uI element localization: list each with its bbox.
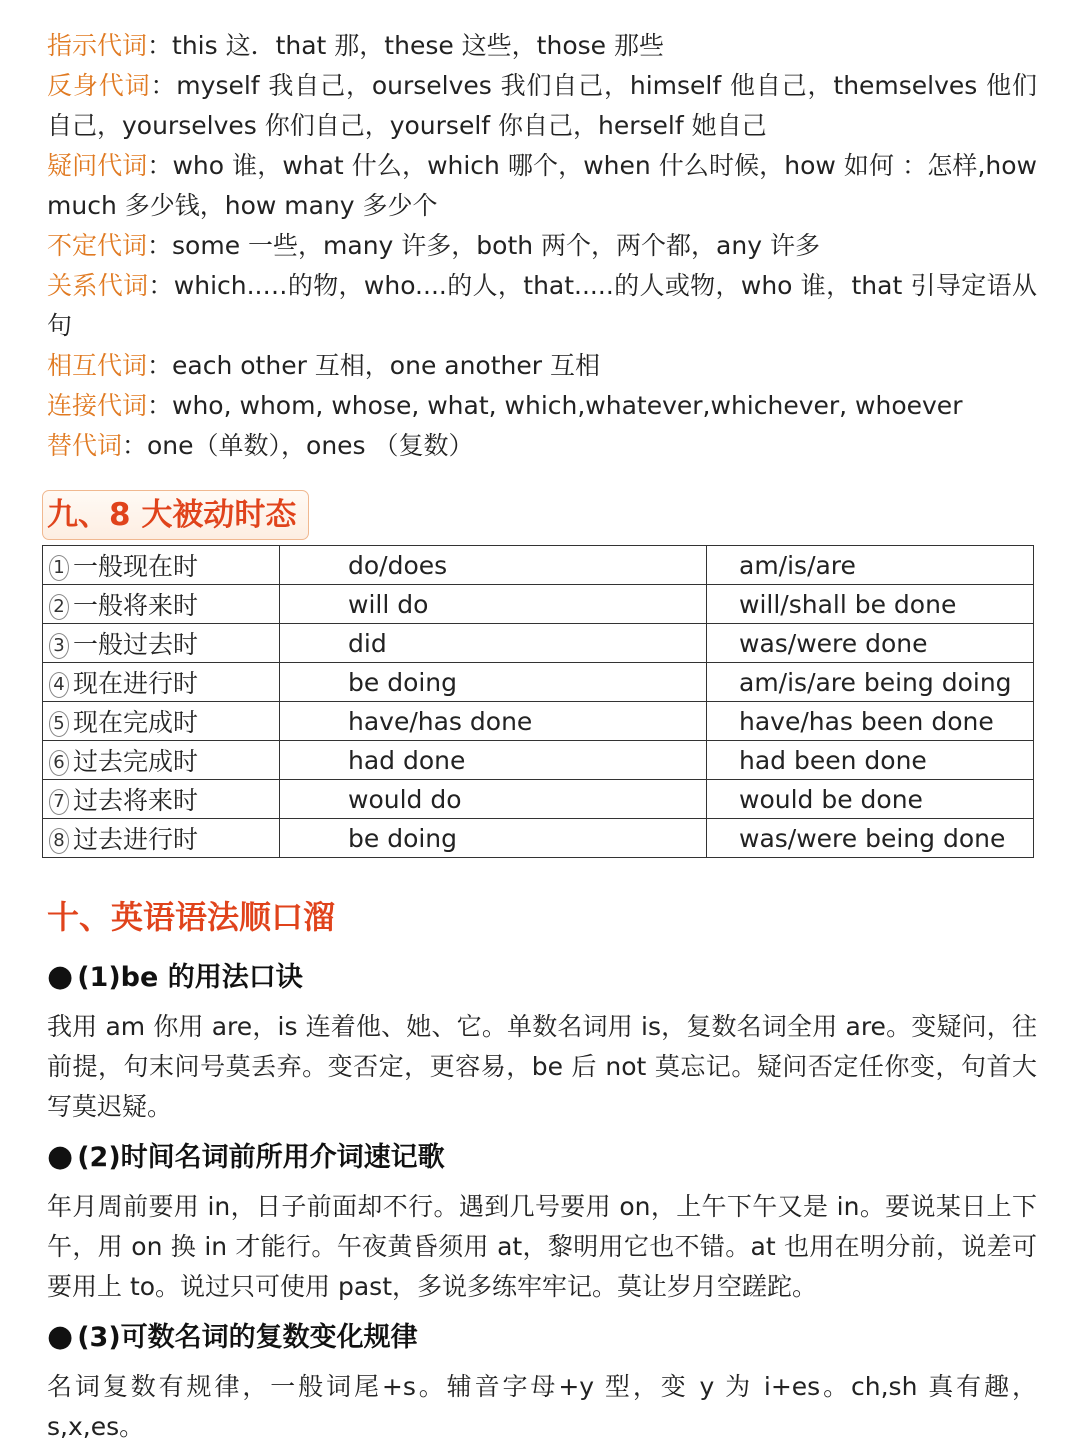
tense-name-cell — [43, 546, 280, 585]
section-9-heading: 九、8 大被动时态 — [42, 490, 309, 540]
passive-form: am/is/are being doing — [707, 663, 1034, 702]
table-row — [43, 702, 1034, 741]
subheading-text: (3)可数名词的复数变化规律 — [77, 1322, 418, 1353]
table-row — [43, 624, 1034, 663]
row-number: 7 — [49, 789, 69, 815]
active-form: will do — [280, 585, 707, 624]
paragraph-plural-rules: 名词复数有规律，一般词尾+s。辅音字母+y 型，变 y 为 i+es。ch,sh 真有趣，s,x,es。 — [47, 1372, 1037, 1441]
paragraph-time-prepositions: 年月周前要用 in，日子前面却不行。遇到几号要用 on，上午下午又是 in。要说某日上下午，用 on 换 in 才能行。午夜黄昏须用 at，黎明用它也不错。at 也用在明分前，说差可要用上 to。说过只可使用 past，多说多练牢牢记。莫让岁月空蹉跎。 — [47, 1192, 1037, 1301]
active-form: did — [280, 624, 707, 663]
table-row — [43, 780, 1034, 819]
pronoun-text: ：some 一些，many 许多，both 两个，两个都，any 许多 — [147, 231, 820, 260]
tense-name: 过去将来时 — [73, 786, 199, 815]
active-form: be doing — [280, 663, 707, 702]
pronoun-relative — [47, 266, 1037, 346]
pronoun-label: 关系代词 — [47, 271, 149, 300]
subheading-plural-rules — [47, 1317, 418, 1358]
passive-form: was/were done — [707, 624, 1034, 663]
tense-name: 过去完成时 — [73, 747, 199, 776]
active-form: do/does — [280, 546, 707, 585]
row-number: 4 — [49, 672, 69, 698]
pronoun-reciprocal — [47, 346, 1037, 386]
pronoun-text: ：one（单数），ones （复数） — [122, 431, 474, 460]
pronoun-text: ：who 谁，what 什么，which 哪个，when 什么时候，how 如何 ：怎样,how much 多少钱，how many 多少个 — [47, 151, 1037, 220]
bullet-icon: ● — [47, 1319, 74, 1354]
row-number: 1 — [49, 555, 69, 581]
pronoun-text: ：which..…的物，who....的人，that.....的人或物，who 谁，that 引导定语从句 — [47, 271, 1037, 340]
table-row — [43, 546, 1034, 585]
pronoun-text: ：myself 我自己，ourselves 我们自己，himself 他自己，themselves 他们自己，yourselves 你们自己，yourself 你自己，herself 她自己 — [47, 71, 1037, 140]
bullet-icon: ● — [47, 959, 74, 994]
passive-form: am/is/are — [707, 546, 1034, 585]
subheading-time-prepositions — [47, 1137, 445, 1178]
pronoun-substitute — [47, 426, 1037, 466]
active-form: had done — [280, 741, 707, 780]
pronoun-label: 反身代词 — [47, 71, 151, 100]
pronoun-text: ：this 这．that 那，these 这些，those 那些 — [147, 31, 664, 60]
pronoun-interrogative — [47, 146, 1037, 226]
tense-name: 过去进行时 — [73, 825, 199, 854]
tense-name-cell — [43, 624, 280, 663]
pronoun-indefinite — [47, 226, 1037, 266]
tense-name-cell — [43, 741, 280, 780]
subheading-be-usage — [47, 957, 303, 998]
pronoun-label: 疑问代词 — [47, 151, 148, 180]
pronoun-demonstrative — [47, 26, 1037, 66]
row-number: 8 — [49, 828, 69, 854]
table-row — [43, 741, 1034, 780]
subheading-text: (2)时间名词前所用介词速记歌 — [77, 1142, 445, 1173]
section-10-heading: 十、英语语法顺口溜 — [47, 898, 336, 936]
paragraph-be-usage: 我用 am 你用 are，is 连着他、她、它。单数名词用 is，复数名词全用 are。变疑问，往前提，句末问号莫丢弃。变否定，更容易，be 后 not 莫忘记。疑问否定任你变，句首大写莫迟疑。 — [47, 1012, 1037, 1121]
tense-name-cell — [43, 585, 280, 624]
pronoun-label: 连接代词 — [47, 391, 148, 420]
tense-name-cell — [43, 819, 280, 858]
passive-form: had been done — [707, 741, 1034, 780]
bullet-icon: ● — [47, 1139, 74, 1174]
table-row — [43, 819, 1034, 858]
pronoun-label: 不定代词 — [47, 231, 148, 260]
active-form: be doing — [280, 819, 707, 858]
pronoun-reflexive — [47, 66, 1037, 146]
tense-name-cell — [43, 780, 280, 819]
pronoun-label: 指示代词 — [47, 31, 148, 60]
pronoun-text: ：each other 互相，one another 互相 — [147, 351, 600, 380]
pronoun-conjunctive — [47, 386, 1037, 426]
pronoun-label: 替代词 — [47, 431, 123, 460]
pronoun-text: ：who, whom, whose, what, which,whatever,whichever, whoever — [147, 391, 963, 420]
subheading-text: (1)be 的用法口诀 — [77, 962, 303, 993]
table-row — [43, 663, 1034, 702]
row-number: 5 — [49, 711, 69, 737]
pronoun-label: 相互代词 — [47, 351, 148, 380]
row-number: 2 — [49, 594, 69, 620]
tense-name: 一般将来时 — [73, 591, 199, 620]
tense-name: 一般现在时 — [73, 552, 199, 581]
tense-name: 现在进行时 — [73, 669, 199, 698]
passive-form: was/were being done — [707, 819, 1034, 858]
table-row — [43, 585, 1034, 624]
pronoun-list — [47, 26, 1037, 466]
passive-form: have/has been done — [707, 702, 1034, 741]
tense-name-cell — [43, 702, 280, 741]
passive-form: will/shall be done — [707, 585, 1034, 624]
passive-tense-table — [42, 545, 1034, 858]
active-form: would do — [280, 780, 707, 819]
row-number: 3 — [49, 633, 69, 659]
passive-form: would be done — [707, 780, 1034, 819]
tense-name: 一般过去时 — [73, 630, 199, 659]
tense-name-cell — [43, 663, 280, 702]
tense-name: 现在完成时 — [73, 708, 199, 737]
active-form: have/has done — [280, 702, 707, 741]
row-number: 6 — [49, 750, 69, 776]
